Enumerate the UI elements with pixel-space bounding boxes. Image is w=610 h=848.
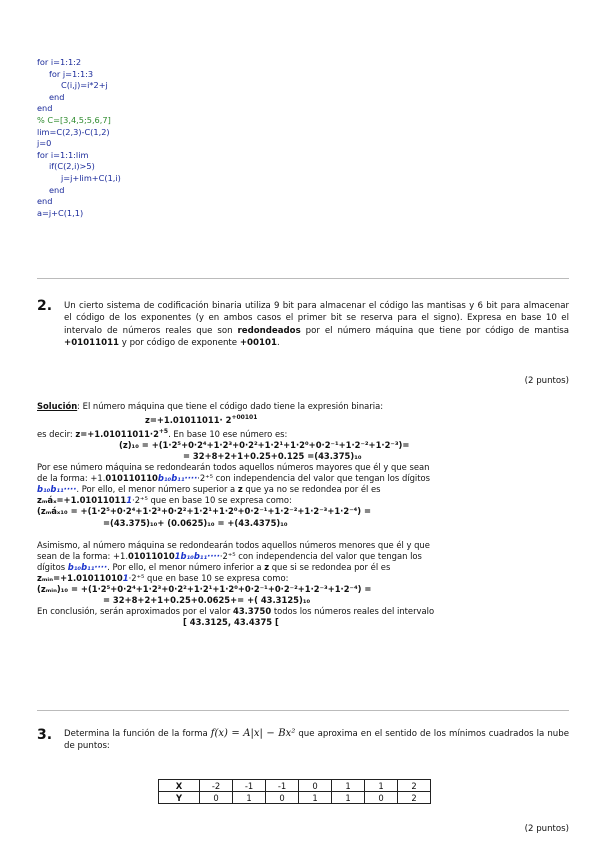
table-cell-y: 2 (398, 792, 431, 804)
code-line: j=0 (37, 138, 52, 149)
code-line: end (49, 91, 65, 102)
formula: f(x) = A|x| − Bx² (210, 728, 296, 739)
table-cell-x: 2 (398, 780, 431, 792)
table-cell-x: -1 (266, 780, 299, 792)
question-2-text: Un cierto sistema de codificación binaria utiliza 9 bit para almacenar el código las mantisas y 6 bit para almacenar el código de los exponentes (y en ambos casos el primer bit se reserva para el signo). Expresa en base 10 el intervalo de números reales que son redondeados por el número máquina que tiene por código de mantisa +01011011 y por código de exponente +00101. (64, 301, 569, 349)
table-cell-y: 1 (299, 792, 332, 804)
table-cell-x: 0 (299, 780, 332, 792)
code-line: a=j+C(1,1) (37, 207, 84, 218)
code-line: if(C(2,i)>5) (49, 161, 95, 172)
code-line: for j=1:1:3 (49, 68, 94, 79)
divider (37, 278, 569, 279)
table-cell-x: 1 (365, 780, 398, 792)
code-line: for i=1:1:2 (37, 57, 82, 67)
table-cell-y: 0 (200, 792, 233, 804)
solution-block: Solución: El número máquina que tiene el código dado tiene la expresión binaria: $z=+1.01011011\cdot 2^{+00101}$ es decir: $z=+1.01011011\cdot 2^{+5}$. En base 10 ese número es: (z)₁₀ = +(1·2⁵+0·2⁴+1·2³+0·2²+1·2¹+1·2⁰+0·2⁻¹+1·2⁻²+1·2⁻³)= = 32+8+2+1+0.25+0.125 =(43.375)₁₀ Por ese número máquina se redondearán todos aquellos números mayores que él y que sean de la forma: +1.010110110b₁₀b₁₁·····2⁺⁵ con independencia del valor que tengan los dígitos b₁₀b₁₁····. Por ello, el menor número superior a z que ya no se redondea por él es zₘáₓ=+1.010110111·2⁺⁵ que en base 10 se expresa como: (zₘáₓ₁₀ = +(1·2⁵+0·2⁴+1·2³+0·2²+1·2¹+1·2⁰+0·2⁻¹+1·2⁻²+1·2⁻³+1·2⁻⁴) = =(43.375)₁₀+ (0.0625)₁₀ = +(43.4375)₁₀ Asimismo, al número máquina se redondearán todos aquellos números menores que él y que sean de la forma: +1.010110101b₁₀b₁₁·····2⁺⁵ con independencia del valor que tengan los dígitos b₁₀b₁₁····. Por ello, el menor número inferior a z que si se redondea por él es zₘᵢₙ=+1.010110101·2⁺⁵ que en base 10 se expresa como: (zₘᵢₙ)₁₀ = +(1·2⁵+0·2⁴+1·2³+0·2²+1·2¹+1·2⁰+0·2⁻¹+0·2⁻²+1·2⁻³+1·2⁻⁴) = = 32+8+2+1+0.25+0.0625+= +( 43.3125)₁₀ En conclusión, serán aproximados por el valor 43.3750 todos los números reales del intervalo [ 43.3125, 43.4375 [ (37, 401, 435, 628)
table-cell-y: 0 (266, 792, 299, 804)
question-3-number: 3. (37, 727, 53, 743)
divider (37, 710, 569, 711)
question-3-points: (2 puntos) (524, 824, 569, 834)
question-2-number: 2. (37, 298, 53, 314)
code-line: for i=1:1:lim (37, 149, 89, 160)
question-2-points: (2 puntos) (524, 376, 569, 386)
table-header-y: Y (159, 792, 200, 804)
table-cell-y: 1 (332, 792, 365, 804)
table-header-x: X (159, 780, 200, 792)
table-cell-x: -1 (233, 780, 266, 792)
table-cell-x: -2 (200, 780, 233, 792)
code-line: % C=[3,4,5;5,6,7] (37, 114, 111, 125)
table-cell-x: 1 (332, 780, 365, 792)
code-line: end (49, 184, 65, 195)
code-line: lim=C(2,3)-C(1,2) (37, 126, 110, 137)
code-line: end (37, 103, 53, 114)
question-3-text: Determina la función de la forma f(x) = A|x| − Bx² que aproxima en el sentido de los mínimos cuadrados la nube de puntos: (64, 728, 569, 752)
table-cell-y: 1 (233, 792, 266, 804)
code-line: end (37, 196, 53, 207)
table-cell-y: 0 (365, 792, 398, 804)
data-points-table (158, 779, 431, 804)
code-listing (37, 57, 121, 219)
code-line: j=j+lim+C(1,i) (61, 172, 121, 183)
code-line: C(i,j)=i*2+j (61, 80, 108, 91)
